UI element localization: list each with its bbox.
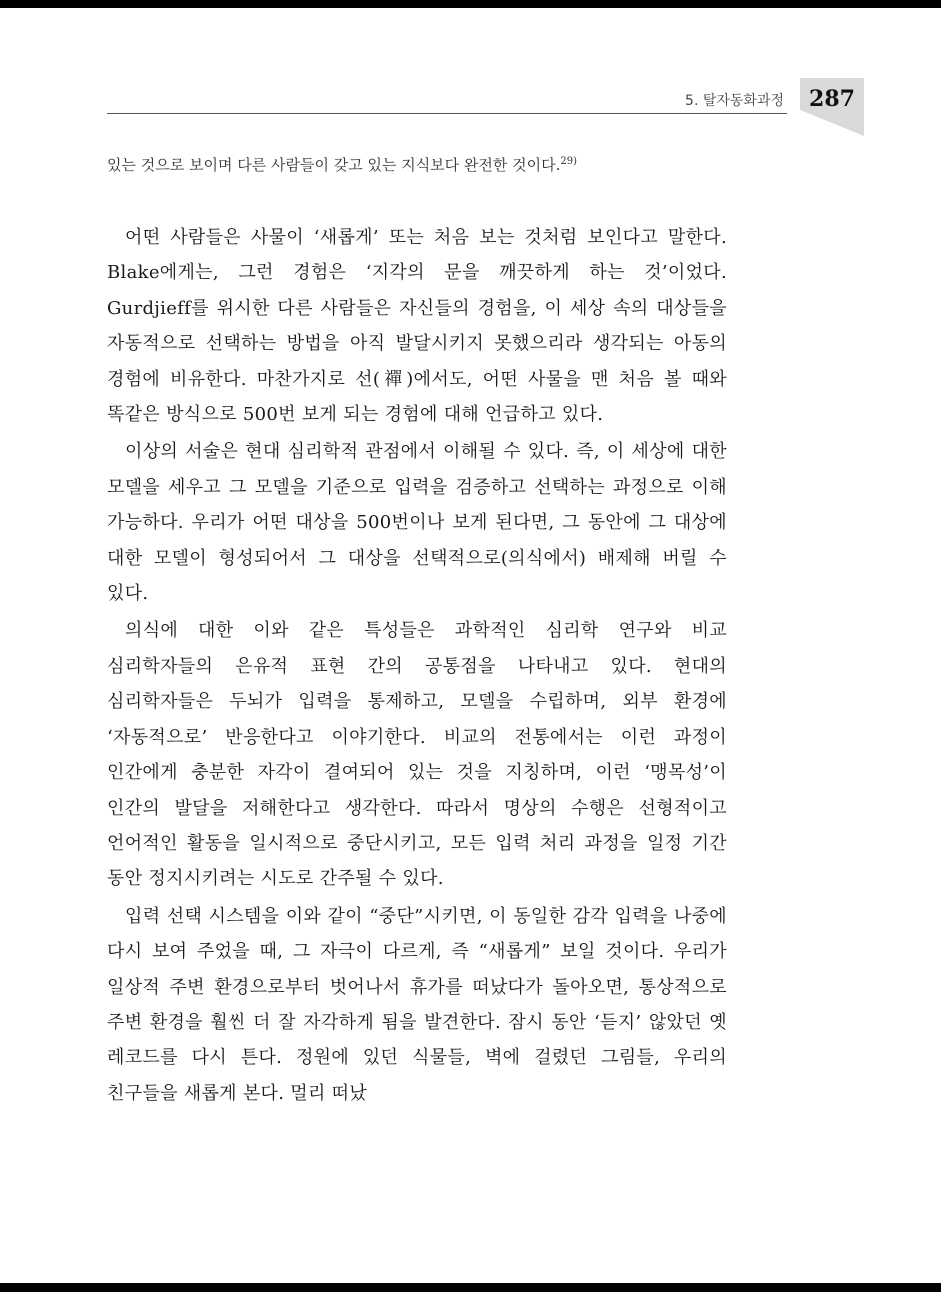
paragraph-2: 이상의 서술은 현대 심리학적 관점에서 이해될 수 있다. 즉, 이 세상에 대한 모델을 세우고 그 모델을 기준으로 입력을 검증하고 선택하는 과정으로 이해 가능하다. 우리가 어떤 대상을 500번이나 보게 된다면, 그 동안에 그 대상에 대한 모델이 형성되어서 그 대상을 선택적으로(의식에서) 배제해 버릴 수 있다.: [107, 441, 727, 605]
paragraph-3: 의식에 대한 이와 같은 특성들은 과학적인 심리학 연구와 비교 심리학자들의 은유적 표현 간의 공통점을 나타내고 있다. 현대의 심리학자들은 두뇌가 입력을 통제하고, 모델을 수립하며, 외부 환경에 ‘자동적으로’ 반응한다고 이야기한다. 비교의 전통에서는 이런 과정이 인간에게 충분한 자각이 결여되어 있는 것을 지칭하며, 이런 ‘맹목성’이 인간의 발달을 저해한다고 생각한다. 따라서 명상의 수행은 선형적이고 언어적인 활동을 일시적으로 중단시키고, 모든 입력 처리 과정을 일정 기간 동안 정지시키려는 시도로 간주될 수 있다.: [107, 620, 727, 890]
header-rule: [107, 113, 787, 114]
running-head: 5. 탈자동화과정: [685, 93, 784, 109]
page-number: 287: [809, 86, 855, 112]
bottom-border: [0, 1283, 941, 1292]
paragraph-1: 어떤 사람들은 사물이 ‘새롭게’ 또는 처음 보는 것처럼 보인다고 말한다. Blake에게는, 그런 경험은 ‘지각의 문을 깨끗하게 하는 것’이었다. Gurdjieff를 위시한 다른 사람들은 자신들의 경험을, 이 세상 속의 대상들을 자동적으로 선택하는 방법을 아직 발달시키지 못했으리라 생각되는 아동의 경험에 비유한다. 마찬가지로 선(禪)에서도, 어떤 사물을 맨 처음 볼 때와 똑같은 방식으로 500번 보게 되는 경험에 대해 언급하고 있다.: [107, 227, 727, 426]
paragraph-4: 입력 선택 시스템을 이와 같이 “중단”시키면, 이 동일한 감각 입력을 나중에 다시 보여 주었을 때, 그 자극이 다르게, 즉 “새롭게” 보일 것이다. 우리가 일상적 주변 환경으로부터 벗어나서 휴가를 떠났다가 돌아오면, 통상적으로 주변 환경을 훨씬 더 잘 자각하게 됨을 발견한다. 잠시 동안 ‘듣지’ 않았던 옛 레코드를 다시 튼다. 정원에 있던 식물들, 벽에 걸렸던 그림들, 우리의 친구들을 새롭게 본다. 멀리 떠났: [107, 905, 727, 1104]
continued-paragraph: [107, 150, 727, 180]
continued-text: 있는 것으로 보이며 다른 사람들이 갖고 있는 지식보다 완전한 것이다.: [107, 156, 561, 174]
footnote-marker: 29): [560, 156, 578, 167]
body-text: [107, 150, 727, 1111]
page-header: [0, 0, 941, 140]
